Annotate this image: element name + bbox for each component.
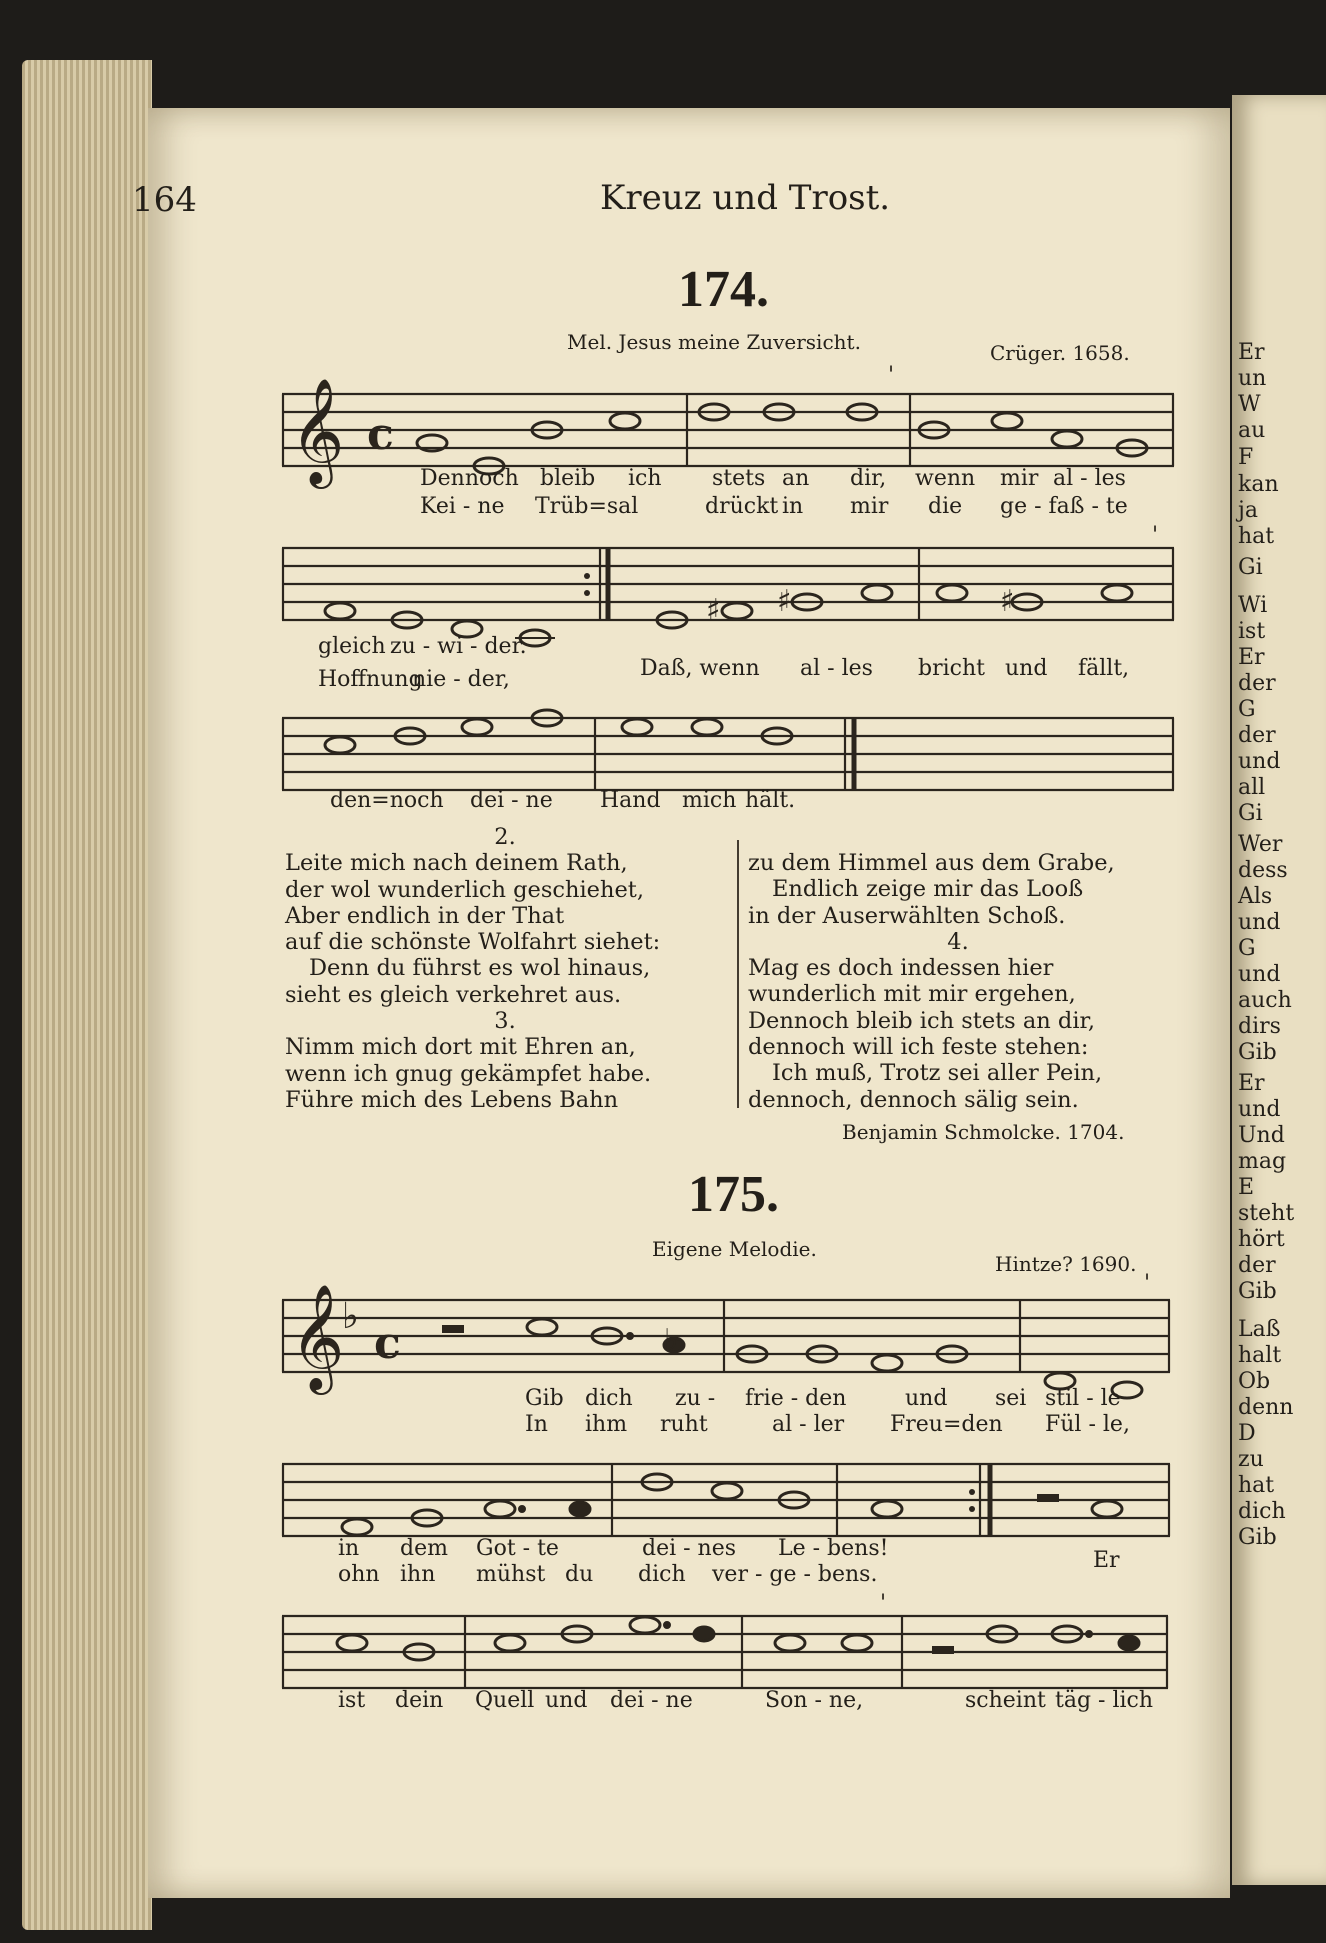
next-page-text-fragment: Laß	[1238, 1317, 1281, 1342]
next-page-text-fragment: au	[1238, 418, 1266, 443]
svg-text:♯: ♯	[777, 584, 792, 619]
next-page-text-fragment: dich	[1238, 1499, 1286, 1524]
running-head: Kreuz und Trost.	[600, 178, 891, 218]
hymn-175-system-1-lyrics-2: In ihm ruht al - ler Freu=den Fül - le,	[525, 1412, 1130, 1437]
next-page-text-fragment: dirs	[1238, 1014, 1281, 1039]
column-rule	[737, 840, 739, 1108]
next-page-text-fragment: Er	[1238, 645, 1265, 670]
verse-line: sieht es gleich verkehret aus.	[285, 981, 622, 1008]
hymn-174-verses-left	[285, 824, 725, 1113]
next-page-text-fragment: D	[1238, 1421, 1256, 1446]
next-page-text-fragment: F	[1238, 445, 1254, 470]
hymn-175-composer: Hintze? 1690.	[995, 1252, 1137, 1276]
next-page-text-fragment: zu	[1238, 1447, 1264, 1472]
svg-text:♯: ♯	[706, 593, 721, 628]
hymn-175-system-2-lyrics-2: ohn ihn mühst du dich ver - ge - bens.	[338, 1562, 878, 1587]
hymn-175-number: 175.	[688, 1166, 779, 1223]
next-page-text-fragment: Gib	[1238, 1525, 1277, 1550]
next-page-text-fragment: W	[1238, 392, 1261, 417]
next-page-text-fragment: Er	[1238, 340, 1265, 365]
treble-clef-icon: 𝄞	[290, 377, 345, 484]
svg-text:': '	[1144, 1271, 1151, 1296]
hymn-174-staff-2	[282, 523, 1177, 646]
next-page-text-fragment: G	[1238, 697, 1256, 722]
next-page-fragment	[1232, 95, 1326, 1885]
hymn-174-system-3-lyrics-1: den=noch dei - ne Hand mich hält.	[330, 788, 796, 813]
next-page-text-fragment: G	[1238, 936, 1256, 961]
verse-line: zu dem Himmel aus dem Grabe,	[748, 850, 1115, 876]
next-page-text-fragment: Gi	[1238, 801, 1263, 826]
svg-text:': '	[888, 363, 895, 388]
next-page-text-fragment: der	[1238, 723, 1276, 748]
verse-line: der wol wunderlich geschiehet,	[285, 876, 645, 903]
svg-text:♯: ♯	[1000, 584, 1015, 619]
verse-line: dennoch will ich feste stehen:	[748, 1034, 1089, 1061]
next-page-text-fragment: hört	[1238, 1227, 1285, 1252]
hymn-174-composer: Crüger. 1658.	[990, 341, 1130, 365]
next-page-text-fragment: und	[1238, 910, 1281, 935]
next-page-text-fragment: Wi	[1238, 593, 1268, 618]
next-page-text-fragment: steht	[1238, 1201, 1295, 1226]
verse-line: in der Auserwählten Schoß.	[748, 902, 1066, 929]
next-page-text-fragment: und	[1238, 1097, 1281, 1122]
svg-text:': '	[1152, 523, 1159, 548]
hymn-175-system-3-lyrics-1: ist dein Quell und dei - ne Son - ne, scheint täg - lich	[338, 1688, 1154, 1713]
next-page-text-fragment: und	[1238, 749, 1281, 774]
next-page-text-fragment: und	[1238, 962, 1281, 987]
hymn-174-system-2-lyrics-1: gleich zu - wi - der.	[318, 634, 527, 659]
next-page-text-fragment: dess	[1238, 858, 1288, 883]
page-number: 164	[132, 180, 197, 220]
hymn-174-melody: Mel. Jesus meine Zuversicht.	[567, 330, 861, 354]
hymn-174-system-1-lyrics-1: Dennoch bleib ich stets an dir, wenn mir al - les	[420, 466, 1126, 491]
next-page-text-fragment: E	[1238, 1175, 1255, 1200]
common-time-icon: c	[374, 1318, 401, 1369]
hymn-174-system-1-lyrics-2: Kei - ne Trüb=sal drückt in mir die ge - faß - te	[420, 494, 1128, 519]
hymn-175-system-1-lyrics-1: Gib dich zu - frie - den und sei stil - le	[525, 1386, 1121, 1411]
next-page-text-fragment: denn	[1238, 1395, 1294, 1420]
common-time-icon: c	[367, 409, 394, 460]
next-page-text-fragment: Gib	[1238, 1040, 1277, 1065]
treble-clef-icon: 𝄞	[290, 1283, 345, 1390]
hymn-175-staff-1	[282, 1271, 1177, 1398]
verse-line: Nimm mich dort mit Ehren an,	[285, 1034, 636, 1061]
svg-text:': '	[880, 1591, 887, 1616]
next-page-text-fragment: un	[1238, 366, 1267, 391]
verse-line: wenn ich gnug gekämpfet habe.	[285, 1060, 652, 1087]
verse-line: Dennoch bleib ich stets an dir,	[748, 1007, 1095, 1034]
next-page-text-fragment: ja	[1238, 498, 1258, 523]
next-page-text-fragment: hat	[1238, 1473, 1275, 1498]
flat-icon: ♭	[342, 1296, 359, 1337]
hymn-174-number: 174.	[678, 261, 769, 318]
next-page-text-fragment: Gi	[1238, 555, 1263, 580]
verse-number: 2.	[494, 824, 516, 850]
verse-line: Endlich zeige mir das Looß	[772, 876, 1084, 903]
svg-text:♭: ♭	[664, 1323, 679, 1358]
next-page-text-fragment: Und	[1238, 1123, 1285, 1148]
next-page-text-fragment: ist	[1238, 619, 1266, 644]
verse-line: auf die schönste Wolfahrt siehet:	[285, 929, 661, 956]
next-page-text-fragment: Wer	[1238, 832, 1283, 857]
verse-line: Ich muß, Trotz sei aller Pein,	[772, 1060, 1103, 1087]
verse-line: dennoch, dennoch sälig sein.	[748, 1086, 1079, 1113]
next-page-text-fragment: mag	[1238, 1149, 1287, 1174]
hymn-175-system-2-lyrics-1: in dem Got - te dei - nes Le - bens! Er	[338, 1536, 1120, 1573]
next-page-text-fragment: Ob	[1238, 1369, 1271, 1394]
next-page-text-fragment: hat	[1238, 524, 1275, 549]
verse-line: Aber endlich in der That	[285, 902, 565, 929]
next-page-text-fragment: halt	[1238, 1343, 1282, 1368]
next-page-text-fragment: all	[1238, 775, 1266, 800]
verse-number: 3.	[494, 1008, 516, 1035]
verse-line: Mag es doch indessen hier	[748, 955, 1054, 982]
next-page-text-fragment: der	[1238, 1253, 1276, 1278]
verse-number: 4.	[947, 928, 969, 955]
verse-line: Leite mich nach deinem Rath,	[285, 850, 628, 877]
verse-line: Denn du führst es wol hinaus,	[309, 955, 651, 982]
hymn-174-system-2-lyrics-1b: Daß, wenn al - les bricht und fällt,	[640, 656, 1130, 681]
next-page-text-fragment: Als	[1238, 884, 1273, 909]
next-page-text-fragment: kan	[1238, 472, 1279, 497]
hymn-175-melody: Eigene Melodie.	[652, 1237, 817, 1261]
next-page-text-fragment: auch	[1238, 988, 1292, 1013]
hymn-174-author: Benjamin Schmolcke. 1704.	[842, 1120, 1125, 1144]
next-page-text-fragment: Gib	[1238, 1279, 1277, 1304]
verse-line: wunderlich mit mir ergehen,	[748, 981, 1076, 1008]
hymn-174-verses-right	[748, 850, 1168, 1113]
verse-line: Führe mich des Lebens Bahn	[285, 1086, 619, 1113]
next-page-text-fragment: Er	[1238, 1071, 1265, 1096]
hymn-174-system-2-lyrics-2: Hoffnung nie - der,	[318, 667, 510, 692]
book-page-edges	[22, 60, 152, 1930]
next-page-text-fragment: der	[1238, 671, 1276, 696]
